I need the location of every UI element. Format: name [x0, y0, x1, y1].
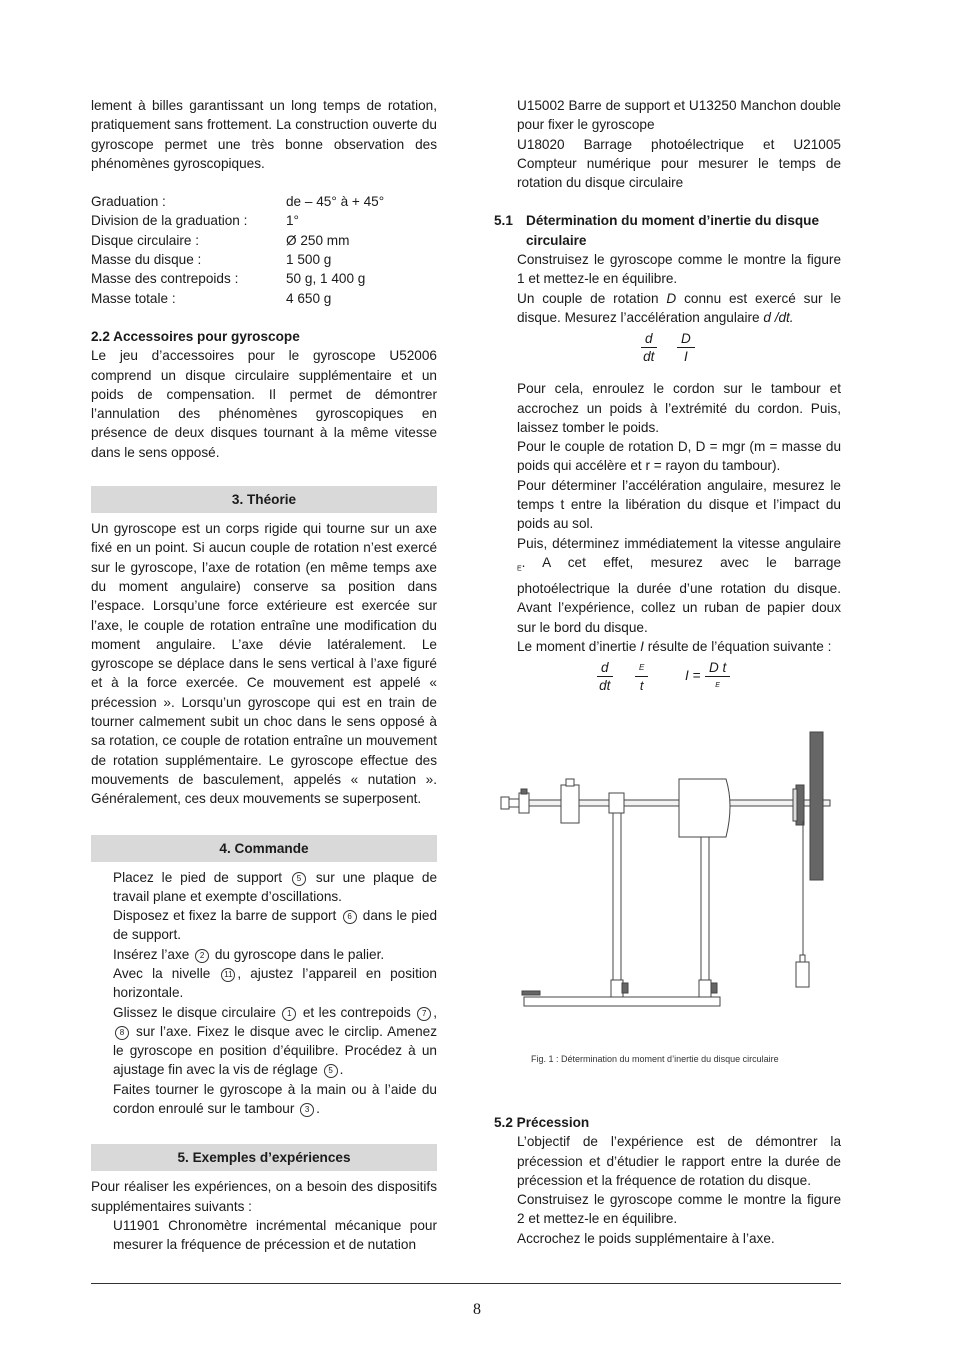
- support-base: [524, 997, 720, 1006]
- section-5-2-heading: 5.2 Précession: [494, 1115, 590, 1130]
- spec-list: [91, 192, 437, 308]
- theory-text: Un gyroscope est un corps rigide qui tourne sur un axe fixé en un point. Si aucun couple de rotation n’est exercé sur le gyroscope, l’axe de rotation (en même temps axe du moment angulaire) conserve sa position dans l’espace. Lorsqu’une force extérieure est exercée sur l’axe, le couple de rotation entraîne une modification du moment angulaire. L’axe dévie latéralement. Le gyroscope se déplace dans le sens vertical à l’axe figuré et à la force exercée. Ce mouvement est appelé « précession ». Lorsqu’un gyroscope qui est en train de tourner calmement subit un choc dans le sens opposé à sa rotation, ce couple de rotation entraîne un mouvement de rotation supplémentaire. Le gyroscope effectue des mouvements de basculement, appelés « nutation ». Généralement, ces deux mouvements se superposent.: [91, 521, 437, 807]
- right-column: [494, 96, 841, 696]
- equipment-list: [494, 96, 841, 192]
- circled-number: 11: [221, 968, 235, 982]
- circled-number: 5: [324, 1064, 338, 1078]
- counterweight: [561, 785, 579, 823]
- section-5-2: 5.2 Précession L’objectif de l’expérience est de démontrer la précession et d’étudier le rapport entre la durée de précession et la fréquence de rotation du disque. Construisez le gyroscope comme le montre la figure 2 et mettez-le en équilibre. Accrochez le poids supplémentaire à l’axe.: [494, 1115, 841, 1246]
- accessories-heading: 2.2 Accessoires pour gyroscope: [91, 328, 300, 344]
- page-number: 8: [473, 1301, 481, 1318]
- command-step: Placez le pied de support 5 sur une plaque de travail plane et exempte d’oscillations.: [113, 869, 438, 904]
- command-step: Avec la nivelle 11 , ajustez l’appareil en position horizontale.: [113, 965, 437, 1001]
- spec-row: Disque circulaire : Ø 250 mm: [91, 232, 350, 248]
- examples-heading: 5. Exemples d’expériences: [91, 1144, 437, 1171]
- theory-heading: 3. Théorie: [91, 486, 437, 513]
- equipment-item: U18020 Barrage photoélectrique et U21005 Compteur numérique pour mesurer le temps de rotation du disque circulaire: [517, 136, 841, 191]
- spec-row: Masse des contrepoids : 50 g, 1 400 g: [91, 271, 366, 287]
- command-step: Disposez et fixez la barre de support 6 dans le pied de support.: [113, 908, 438, 943]
- figure-1-caption: Fig. 1 : Détermination du moment d’inertie du disque circulaire: [531, 1054, 779, 1064]
- left-column: [91, 96, 437, 1255]
- bearing-block: [609, 793, 624, 813]
- command-heading: 4. Commande: [91, 835, 437, 862]
- circled-number: 1: [282, 1007, 296, 1021]
- command-step: Glissez le disque circulaire 1 et les contrepoids 7 , 8 sur l’axe. Fixez le disque avec le circlip. Amenez le gyroscope en position d’équilibre. Procédez à un ajustage fin avec la vis de réglage 5 .: [113, 1004, 437, 1078]
- examples-intro: Pour réaliser les expériences, on a besoin des dispositifs supplémentaires suivants :: [91, 1179, 437, 1214]
- spec-row: Masse du disque : 1 500 g: [91, 252, 332, 268]
- intro-paragraph: lement à billes garantissant un long temps de rotation, pratiquement sans frottement. La construction ouverte du gyroscope permet une très bonne observation des phénomènes gyroscopiques.: [91, 98, 437, 171]
- figure-1-apparatus: [494, 725, 841, 1025]
- spec-row: Masse totale : 4 650 g: [91, 290, 332, 306]
- command-step: Faites tourner le gyroscope à la main ou à l’aide du cordon enroulé sur le tambour 3 .: [113, 1081, 437, 1117]
- circled-number: 6: [343, 910, 357, 924]
- command-steps: [91, 868, 437, 1119]
- level: [519, 793, 529, 813]
- equation-angular-acceleration: $\frac{d}{dt}$ $\frac{D}{I}$: [517, 327, 841, 369]
- equipment-item: U15002 Barre de support et U13250 Manchon double pour fixer le gyroscope: [517, 98, 841, 133]
- accessories-text: Le jeu d’accessoires pour le gyroscope U52006 comprend un disque circulaire supplémentaire et un poids de compensation. Il permet de démontrer l’annulation des phénomènes gyroscopiques en présence de deux disques tournant à la même vitesse dans le sens opposé.: [91, 348, 437, 460]
- support-rod: [613, 813, 621, 983]
- circled-number: 3: [300, 1103, 314, 1117]
- circled-number: 7: [417, 1007, 431, 1021]
- footer-rule: [91, 1283, 841, 1284]
- gyro-housing: [679, 779, 730, 837]
- circular-disc: [810, 732, 823, 880]
- circled-number: 5: [292, 872, 306, 886]
- circled-number: 8: [115, 1026, 129, 1040]
- section-5-1-heading: 5.1 Détermination du moment d’inertie du disque circulaire: [494, 213, 820, 248]
- equation-moment-of-inertia: $\frac{d}{dt}$ E t I = D t E: [517, 656, 841, 696]
- examples-item: U11901 Chronomètre incrémental mécanique pour mesurer la fréquence de précession et de nutation: [113, 1217, 437, 1253]
- spec-row: Graduation : de – 45° à + 45°: [91, 194, 385, 210]
- adjusting-screw: [501, 797, 509, 809]
- circled-number: 2: [195, 949, 209, 963]
- section-5-1-body: Construisez le gyroscope comme le montre la figure 1 et mettez-le en équilibre. Un couple de rotation D connu est exercé sur le disque. Mesurez l’accélération angulaire d /dt. $\frac{d}{dt}$ $\frac{D}{I}$ Pour cela, enroulez le cordon sur le tambour et accrochez un poids à l’extrémité du cordon. Puis, laissez tomber le poids. Pour le couple de rotation D, D = mgr (m = masse du poids qui accélère et r = rayon du tambour). Pour déterminer l’accélération angulaire, mesurez le temps t entre la libération du disque et l’impact du poids au sol. Puis, déterminez immédiatement la vitesse angulaire $_E$. A cet effet, mesurez avec le barrage photoélectrique la durée d’une rotation du disque. Avant l’expérience, collez un ruban de papier doux sur le bord du disque. Le moment d’inertie I résulte de l’équation suivante : $\frac{d}{dt}$ E t I = D t E: [494, 250, 841, 696]
- spec-row: Division de la graduation : 1°: [91, 213, 299, 229]
- command-step: Insérez l’axe 2 du gyroscope dans le palier.: [113, 946, 385, 962]
- hanging-weight: [796, 962, 809, 987]
